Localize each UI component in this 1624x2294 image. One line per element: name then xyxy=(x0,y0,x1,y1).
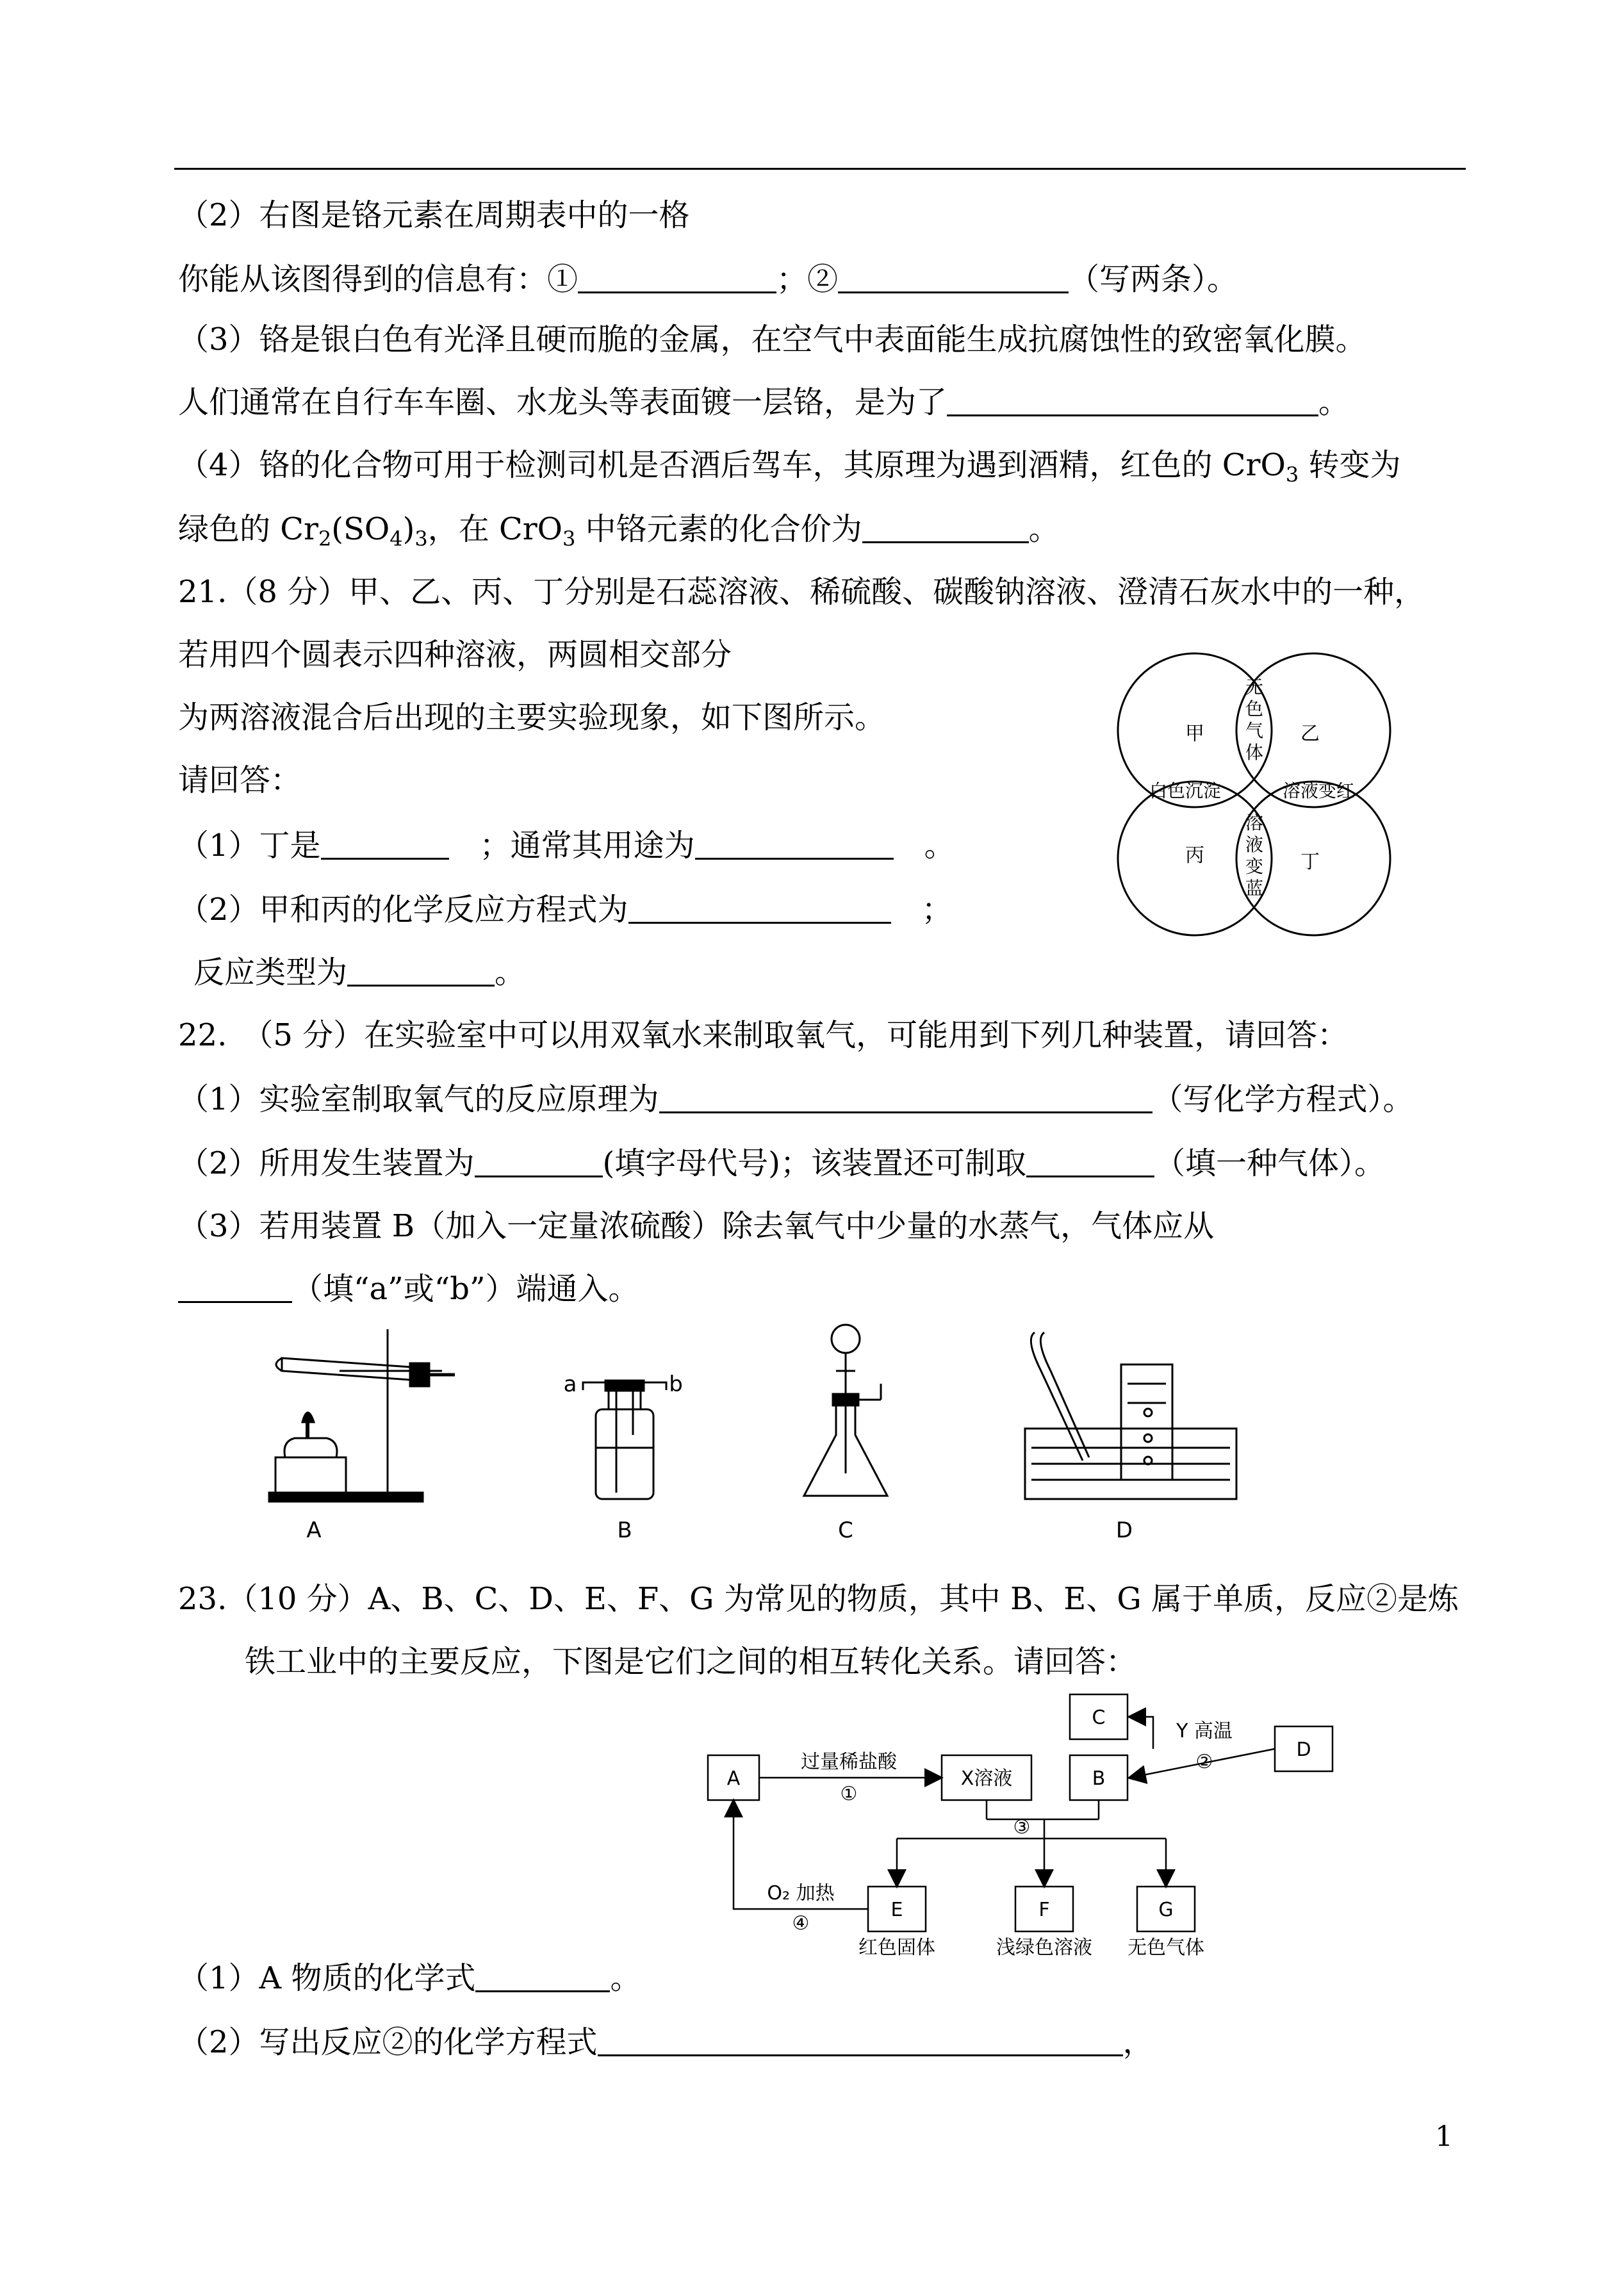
answer-blank-11[interactable] xyxy=(1026,1147,1154,1177)
page-number: 1 xyxy=(1435,2120,1453,2153)
label-C: C xyxy=(838,1518,853,1543)
box-X-text: X溶液 xyxy=(960,1767,1013,1790)
q21-part2: （2）甲和丙的化学反应方程式为 ； xyxy=(178,892,953,928)
apparatus-figure xyxy=(256,1320,1473,1550)
box-B-text: B xyxy=(1092,1767,1106,1790)
box-G-text: G xyxy=(1158,1899,1174,1921)
venn-label-yi: 乙 xyxy=(1300,723,1320,745)
label-D: D xyxy=(1115,1518,1133,1543)
venn-top-char-4: 体 xyxy=(1245,742,1264,763)
answer-blank-13[interactable] xyxy=(475,1962,610,1992)
reagent-4: O₂ 加热 xyxy=(767,1882,835,1905)
label-A: A xyxy=(306,1518,322,1543)
answer-blank-9[interactable] xyxy=(659,1083,1152,1113)
header-rule xyxy=(174,168,1466,170)
q23-part1: （1）A 物质的化学式 。 xyxy=(178,1960,641,1996)
venn-label-ding: 丁 xyxy=(1300,851,1320,873)
q21-stem-line2: 若用四个圆表示四种溶液，两圆相交部分 xyxy=(178,637,732,673)
venn-left-label: 白色沉淀 xyxy=(1149,780,1222,801)
answer-blank-4[interactable] xyxy=(862,513,1029,543)
answer-blank-1[interactable] xyxy=(578,263,776,293)
reaction-4-number: ④ xyxy=(792,1912,810,1935)
q21-part1: （1）丁是 ；通常其用途为 。 xyxy=(178,828,955,864)
label-B: B xyxy=(617,1518,632,1543)
box-C-text: C xyxy=(1092,1707,1106,1729)
q23-part2: （2）写出反应②的化学方程式 ， xyxy=(178,2024,1154,2060)
q22-part1: （1）实验室制取氧气的反应原理为 （写化学方程式）。 xyxy=(178,1081,1414,1117)
answer-blank-3[interactable] xyxy=(947,386,1318,416)
q20-part3-line2: 人们通常在自行车车圈、水龙头等表面镀一层铬，是为了 。 xyxy=(178,384,1350,420)
box-D-text: D xyxy=(1296,1739,1311,1761)
venn-bottom-char-3: 变 xyxy=(1245,856,1264,877)
venn-top-char-1: 无 xyxy=(1245,676,1264,698)
answer-blank-7[interactable] xyxy=(628,894,891,924)
q23-stem-line1: 23.（10 分）A、B、C、D、E、F、G 为常见的物质，其中 B、E、G 属于单质，反应②是炼 xyxy=(178,1581,1459,1617)
reagent-2: Y 高温 xyxy=(1176,1720,1233,1742)
apparatus-d xyxy=(1025,1332,1236,1499)
label-G: 无色气体 xyxy=(1128,1937,1204,1959)
q20-part2-title: （2）右图是铬元素在周期表中的一格 xyxy=(178,197,690,233)
venn-label-jia: 甲 xyxy=(1185,723,1204,745)
q22-stem: 22. （5 分）在实验室中可以用双氧水来制取氧气，可能用到下列几种装置，请回答： xyxy=(178,1017,1349,1053)
label-F: 浅绿色溶液 xyxy=(996,1937,1092,1959)
q21-stem-line1: 21.（8 分）甲、乙、丙、丁分别是石蕊溶液、稀硫酸、碳酸钠溶液、澄清石灰水中的一种， xyxy=(178,574,1425,610)
box-F-text: F xyxy=(1038,1899,1050,1921)
q20-part4-line2: 绿色的 $Cr_2(SO_4)_3$，在 CrO$_3$ 中铬元素的化合价为 。 xyxy=(178,511,1060,551)
apparatus-b xyxy=(583,1380,666,1499)
q21-stem-line4: 请回答： xyxy=(178,762,302,798)
venn-bottom-char-4: 蓝 xyxy=(1245,878,1264,899)
q22-part2: （2）所用发生装置为 (填字母代号)；该装置还可制取 （填一种气体）。 xyxy=(178,1145,1386,1181)
q22-part3-line1: （3）若用装置 B（加入一定量浓硫酸）除去氧气中少量的水蒸气，气体应从 xyxy=(178,1208,1215,1244)
q20-part3-line1: （3）铬是银白色有光泽且硬而脆的金属，在空气中表面能生成抗腐蚀性的致密氧化膜。 xyxy=(178,322,1366,357)
venn-top-char-2: 色 xyxy=(1245,698,1264,719)
label-b: b xyxy=(669,1372,683,1397)
box-E-text: E xyxy=(890,1899,903,1921)
answer-blank-10[interactable] xyxy=(475,1147,603,1177)
label-E: 红色固体 xyxy=(858,1937,935,1959)
q21-part2-type: 反应类型为 。 xyxy=(193,954,526,990)
venn-top-char-3: 气 xyxy=(1245,720,1264,741)
answer-blank-2[interactable] xyxy=(838,263,1069,293)
q20-part2-line: 你能从该图得到的信息有：① ；② （写两条）。 xyxy=(178,261,1238,297)
reaction-3-number: ③ xyxy=(1013,1816,1031,1839)
q21-stem-line3: 为两溶液混合后出现的主要实验现象，如下图所示。 xyxy=(178,700,886,735)
answer-blank-8[interactable] xyxy=(347,956,495,987)
reaction-flowchart xyxy=(705,1691,1371,1967)
box-A-text: A xyxy=(726,1767,741,1790)
reagent-1: 过量稀盐酸 xyxy=(801,1751,897,1773)
venn-bottom-char-1: 溶 xyxy=(1245,812,1264,833)
apparatus-a xyxy=(269,1329,455,1502)
q23-stem-line2: 铁工业中的主要反应，下图是它们之间的相互转化关系。请回答： xyxy=(245,1644,1137,1680)
reaction-1-number: ① xyxy=(840,1783,858,1805)
venn-label-bing: 丙 xyxy=(1185,844,1204,867)
venn-bottom-char-2: 液 xyxy=(1245,834,1264,855)
answer-blank-14[interactable] xyxy=(598,2026,1123,2056)
answer-blank-5[interactable] xyxy=(321,830,449,860)
answer-blank-12[interactable] xyxy=(178,1273,292,1303)
reaction-2-number: ② xyxy=(1195,1751,1213,1773)
label-a: a xyxy=(563,1372,577,1397)
q20-part4-line1: （4）铬的化合物可用于检测司机是否酒后驾车，其原理为遇到酒精，红色的 CrO$_3$ 转变为 xyxy=(178,447,1401,487)
venn-right-label: 溶液变红 xyxy=(1282,780,1355,801)
q22-part3-line2: （填“a”或“b”）端通入。 xyxy=(178,1270,639,1308)
venn-diagram xyxy=(1115,641,1397,954)
answer-blank-6[interactable] xyxy=(695,830,894,860)
apparatus-c xyxy=(804,1325,887,1496)
